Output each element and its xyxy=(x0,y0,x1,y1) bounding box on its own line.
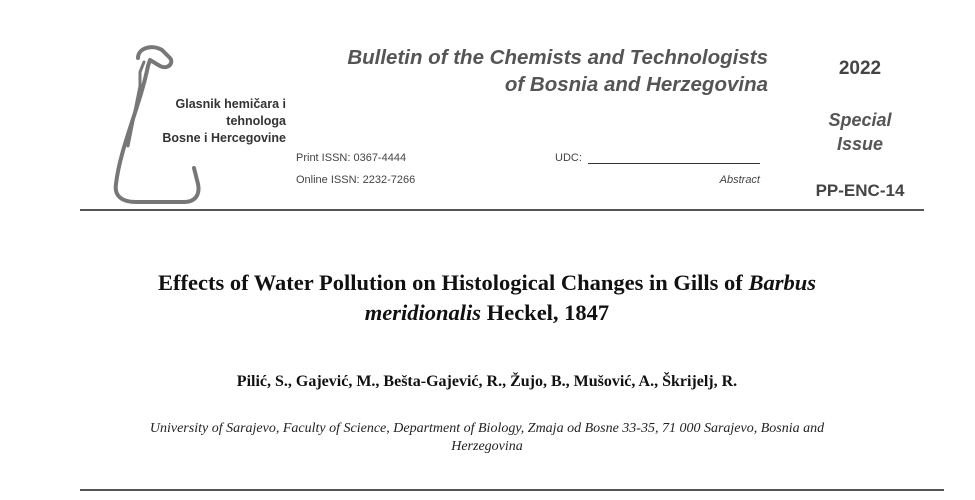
special-line-1: Special xyxy=(828,110,892,130)
paper-title-italic-1: Barbus xyxy=(748,270,816,295)
logo-line-3: Bosne i Hercegovine xyxy=(162,131,286,145)
footer-divider xyxy=(80,489,944,491)
journal-title-line-1: Bulletin of the Chemists and Technologists xyxy=(347,46,768,69)
online-issn: Online ISSN: 2232-7266 xyxy=(296,174,416,186)
abstract-code: PP-ENC-14 xyxy=(815,181,905,200)
journal-title xyxy=(268,44,768,98)
paper-authors: Pilić, S., Gajević, M., Bešta-Gajević, R., Žujo, B., Mušović, A., Škrijelj, R. xyxy=(236,373,738,390)
header-divider xyxy=(80,209,924,211)
abstract-label: Abstract xyxy=(719,174,760,186)
paper-title-part-1: Effects of Water Pollution on Histological Changes in Gills of xyxy=(158,270,749,295)
logo-line-2: tehnologa xyxy=(226,114,286,128)
paper-affiliation xyxy=(60,420,914,456)
affiliation-line-2: Herzegovina xyxy=(451,439,523,454)
special-issue-label xyxy=(800,108,920,156)
logo-line-1: Glasnik hemičara i xyxy=(175,97,286,111)
paper-title-part-2: Heckel, 1847 xyxy=(481,300,610,325)
affiliation-line-1: University of Sarajevo, Faculty of Science, Department of Biology, Zmaja od Bosne 33-35, 71 000 Sarajevo, Bosnia and xyxy=(149,421,825,436)
udc-label: UDC: xyxy=(555,152,582,164)
paper-title-italic-2: meridionalis xyxy=(364,300,482,325)
print-issn: Print ISSN: 0367-4444 xyxy=(296,152,407,164)
journal-title-line-2: of Bosnia and Herzegovina xyxy=(504,73,768,96)
paper-title xyxy=(60,268,914,328)
special-line-2: Issue xyxy=(836,134,884,154)
journal-logo-text xyxy=(110,96,286,147)
udc-blank-line xyxy=(588,163,760,164)
journal-year: 2022 xyxy=(838,58,882,79)
